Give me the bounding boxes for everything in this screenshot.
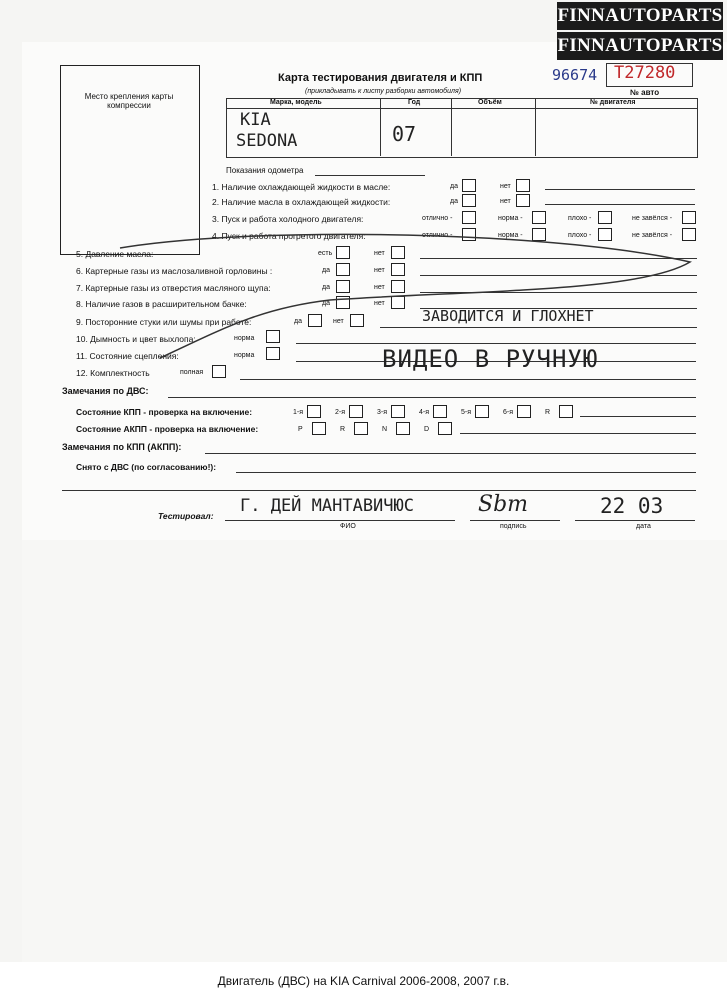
item-1-no-label: нет [500, 183, 511, 190]
akpp-gear-checkbox[interactable] [312, 422, 326, 435]
kpp-gear-label: 5-я [461, 409, 472, 416]
removed-label: Снято с ДВС (по согласованию!): [76, 462, 217, 472]
date-label: дата [636, 523, 651, 530]
item-4-not-started-label: не завёлся - [632, 232, 673, 239]
column-make: Марка, модель [270, 99, 322, 106]
kpp-gear-label: 4-я [419, 409, 430, 416]
akpp-gear-label: R [340, 426, 346, 433]
item-5: 5. Давление масла: [76, 249, 154, 259]
signature-label: подпись [500, 523, 527, 530]
akpp-gear-label: N [382, 426, 388, 433]
item-6: 6. Картерные газы из маслозаливной горловины : [76, 266, 273, 276]
kpp-check-label: Состояние КПП - проверка на включение: [76, 407, 253, 417]
item-11: 11. Состояние сцепления: [76, 351, 179, 361]
akpp-gear-label: P [298, 426, 303, 433]
item-4-bad-label: плохо - [568, 232, 592, 239]
form-subtitle: (прикладывать к листу разборки автомобиля) [305, 88, 462, 95]
handwritten-auto-number: T27280 [614, 63, 676, 83]
item-7-yes-label: да [322, 284, 330, 291]
item-7-no-label: нет [374, 284, 385, 291]
item-12: 12. Комплектность [76, 368, 150, 378]
tested-label: Тестировал: [158, 511, 214, 521]
item-3-excellent-label: отлично - [422, 215, 453, 222]
photo-caption: Двигатель (ДВС) на KIA Carnival 2006-2008, 2007 г.в. [0, 962, 727, 1000]
item-8-yes-label: да [322, 300, 330, 307]
kpp-gear-checkbox[interactable] [517, 405, 531, 418]
handwritten-make-line2: SEDONA [236, 131, 298, 151]
kpp-gear-checkbox[interactable] [307, 405, 321, 418]
item-1-yes-label: да [450, 183, 458, 190]
kpp-gear-label: R [545, 409, 551, 416]
kpp-gear-checkbox[interactable] [391, 405, 405, 418]
item-2-yes-label: да [450, 198, 458, 205]
handwritten-note-2: ВИДЕО В РУЧНУЮ [382, 345, 599, 373]
akpp-check-label: Состояние АКПП - проверка на включение: [76, 424, 259, 434]
item-9-yes-label: да [294, 318, 302, 325]
akpp-gear-checkbox[interactable] [396, 422, 410, 435]
item-8: 8. Наличие газов в расширительном бачке: [76, 299, 247, 309]
kpp-gear-label: 2-я [335, 409, 346, 416]
item-10-norm-label: норма [234, 335, 255, 342]
item-12-complete-label: полная [180, 369, 204, 376]
auto-number-label: № авто [630, 88, 660, 97]
handwritten-signature: Sbm [478, 492, 529, 517]
handwritten-name: Г. ДЕЙ МАНТАВИЧЮС [240, 496, 414, 516]
watermark-logo-top: FINNAUTOPARTS [557, 2, 723, 30]
column-year: Год [408, 99, 421, 106]
item-2-no-label: нет [500, 198, 511, 205]
item-8-no-label: нет [374, 300, 385, 307]
item-10: 10. Дымность и цвет выхлопа: [76, 334, 196, 344]
item-1: 1. Наличие охлаждающей жидкости в масле: [212, 182, 391, 192]
item-7: 7. Картерные газы из отверстия масляного щупа: [76, 283, 271, 293]
item-11-norm-label: норма [234, 352, 255, 359]
item-4: 4. Пуск и работа прогретого двигателя: [212, 231, 366, 241]
item-4-normal-label: норма - [498, 232, 523, 239]
column-engine-no: № двигателя [590, 99, 636, 106]
handwritten-note-1: ЗАВОДИТСЯ И ГЛОХНЕТ [422, 307, 594, 325]
item-4-excellent-label: отлично - [422, 232, 453, 239]
kpp-gear-checkbox[interactable] [433, 405, 447, 418]
handwritten-code: 96674 [552, 66, 598, 84]
kpp-gear-label: 1-я [293, 409, 304, 416]
watermark-logo-bottom: FINNAUTOPARTS [557, 32, 723, 60]
akpp-gear-checkbox[interactable] [354, 422, 368, 435]
item-5-no-label: нет [374, 250, 385, 257]
item-2: 2. Наличие масла в охлаждающей жидкости: [212, 197, 391, 207]
item-9-no-label: нет [333, 318, 344, 325]
kpp-gear-checkbox[interactable] [349, 405, 363, 418]
compression-box-label: Место крепления карты компрессии [84, 92, 174, 110]
item-6-no-label: нет [374, 267, 385, 274]
odometer-label: Показания одометра [226, 166, 304, 175]
item-3-bad-label: плохо - [568, 215, 592, 222]
akpp-gear-checkbox[interactable] [438, 422, 452, 435]
item-9: 9. Посторонние стуки или шумы при работе: [76, 317, 252, 327]
kpp-remarks-label: Замечания по КПП (АКПП): [62, 442, 182, 452]
kpp-gear-label: 3-я [377, 409, 388, 416]
column-volume: Объём [478, 99, 502, 106]
form-title: Карта тестирования двигателя и КПП [278, 72, 483, 84]
sheet-blank-area [22, 540, 727, 962]
item-3-not-started-label: не завёлся - [632, 215, 673, 222]
item-5-present-label: есть [318, 250, 333, 257]
item-6-yes-label: да [322, 267, 330, 274]
item-3: 3. Пуск и работа холодного двигателя: [212, 214, 364, 224]
akpp-gear-label: D [424, 426, 430, 433]
kpp-gear-checkbox[interactable] [475, 405, 489, 418]
kpp-gear-checkbox[interactable] [559, 405, 573, 418]
handwritten-make-line1: KIA [240, 110, 271, 130]
handwritten-date: 22 03 [600, 494, 664, 518]
item-3-normal-label: норма - [498, 215, 523, 222]
engine-remarks-label: Замечания по ДВС: [62, 386, 149, 396]
fio-label: ФИО [340, 523, 356, 530]
kpp-gear-label: 6-я [503, 409, 514, 416]
handwritten-year: 07 [392, 122, 417, 146]
